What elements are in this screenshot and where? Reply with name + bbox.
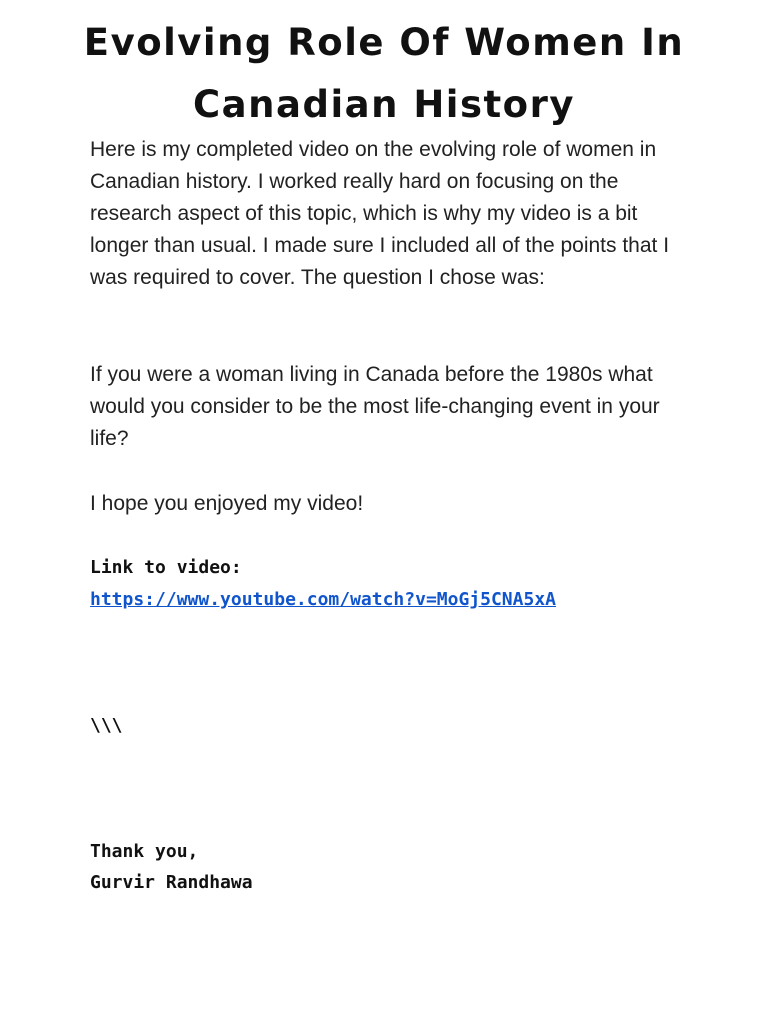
author-name: Gurvir Randhawa <box>90 872 253 893</box>
document-title: Evolving Role Of Women In Canadian History <box>83 21 685 126</box>
separator-text: \\\ <box>90 715 123 736</box>
closing-salutation: Thank you, <box>90 841 199 862</box>
question-paragraph: If you were a woman living in Canada before the 1980s what would you consider to be the most life-changing event in your life? <box>90 363 660 450</box>
link-label: Link to video: <box>90 557 242 578</box>
video-link[interactable]: https://www.youtube.com/watch?v=MoGj5CNA5xA <box>90 589 556 610</box>
intro-paragraph: Here is my completed video on the evolving role of women in Canadian history. I worked really hard on focusing on the research aspect of this topic, which is why my video is a bit longer than usual. I made sure I included all of the points that I was required to cover. The question I chose was: <box>90 138 670 289</box>
closing-paragraph: I hope you enjoyed my video! <box>90 492 364 515</box>
